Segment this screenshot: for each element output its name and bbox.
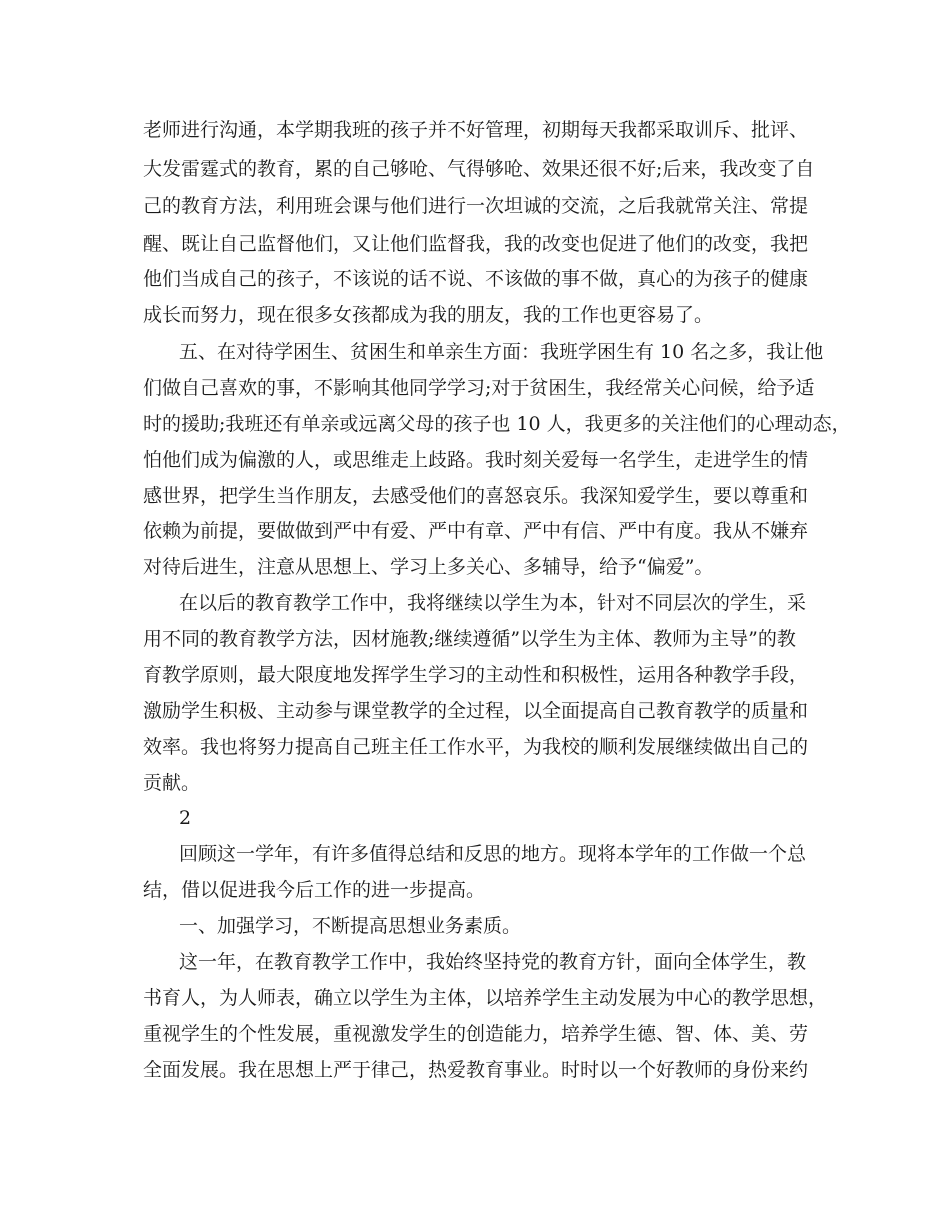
text-line: 书育人，为人师表，确立以学生为主体，以培养学生主动发展为中心的教学思想， bbox=[143, 987, 828, 1009]
text-line: 一、加强学习，不断提高思想业务素质。 bbox=[179, 915, 522, 937]
section-number: 2 bbox=[179, 807, 192, 829]
text-line: 醒、既让自己监督他们，又让他们监督我，我的改变也促进了他们的改变，我把 bbox=[143, 233, 809, 255]
text-line: 回顾这一学年，有许多值得总结和反思的地方。现将本学年的工作做一个总 bbox=[179, 843, 807, 865]
text-line: 这一年，在教育教学工作中，我始终坚持党的教育方针，面向全体学生，教 bbox=[179, 951, 807, 973]
text-line: 对待后进生，注意从思想上、学习上多关心、多辅导，给予“偏爱”。 bbox=[143, 556, 714, 578]
text-line: 激励学生积极、主动参与课堂教学的全过程，以全面提高自己教育教学的质量和 bbox=[143, 700, 809, 722]
text-line: 大发雷霆式的教育，累的自己够呛、气得够呛、效果还很不好;后来，我改变了自 bbox=[143, 158, 815, 180]
text-line: 结，借以促进我今后工作的进一步提高。 bbox=[143, 879, 486, 901]
text-line: 在以后的教育教学工作中，我将继续以学生为本，针对不同层次的学生，采 bbox=[179, 592, 807, 614]
text-line: 们做自己喜欢的事，不影响其他同学学习;对于贫困生，我经常关心问候，给予适 bbox=[143, 377, 815, 399]
text-line: 育教学原则，最大限度地发挥学生学习的主动性和积极性，运用各种教学手段， bbox=[143, 664, 809, 686]
text-line: 成长而努力，现在很多女孩都成为我的朋友，我的工作也更容易了。 bbox=[143, 304, 714, 326]
text-line: 怕他们成为偏激的人，或思维走上歧路。我时刻关爱每一名学生，走进学生的情 bbox=[143, 449, 809, 471]
text-line: 己的教育方法，利用班会课与他们进行一次坦诚的交流，之后我就常关注、常提 bbox=[143, 195, 809, 217]
text-line: 老师进行沟通，本学期我班的孩子并不好管理，初期每天我都采取训斥、批评、 bbox=[143, 119, 809, 141]
text-line: 用不同的教育教学方法，因材施教;继续遵循”以学生为主体、教师为主导”的教 bbox=[143, 628, 796, 650]
text-line: 重视学生的个性发展，重视激发学生的创造能力，培养学生德、智、体、美、劳 bbox=[143, 1023, 809, 1045]
text-line: 效率。我也将努力提高自己班主任工作水平，为我校的顺利发展继续做出自己的 bbox=[143, 736, 809, 758]
text-line: 全面发展。我在思想上严于律己，热爱教育事业。时时以一个好教师的身份来约 bbox=[143, 1059, 809, 1081]
text-line: 贡献。 bbox=[143, 772, 201, 794]
text-line: 感世界，把学生当作朋友，去感受他们的喜怒哀乐。我深知爱学生，要以尊重和 bbox=[143, 485, 809, 507]
text-line: 五、在对待学困生、贫困生和单亲生方面：我班学困生有 10 名之多，我让他 bbox=[179, 341, 824, 363]
text-line: 他们当成自己的孩子，不该说的话不说、不该做的事不做，真心的为孩子的健康 bbox=[143, 268, 809, 290]
text-line: 时的援助;我班还有单亲或远离父母的孩子也 10 人，我更多的关注他们的心理动态， bbox=[143, 413, 851, 435]
text-line: 依赖为前提，要做做到严中有爱、严中有章、严中有信、严中有度。我从不嫌弃 bbox=[143, 520, 809, 542]
